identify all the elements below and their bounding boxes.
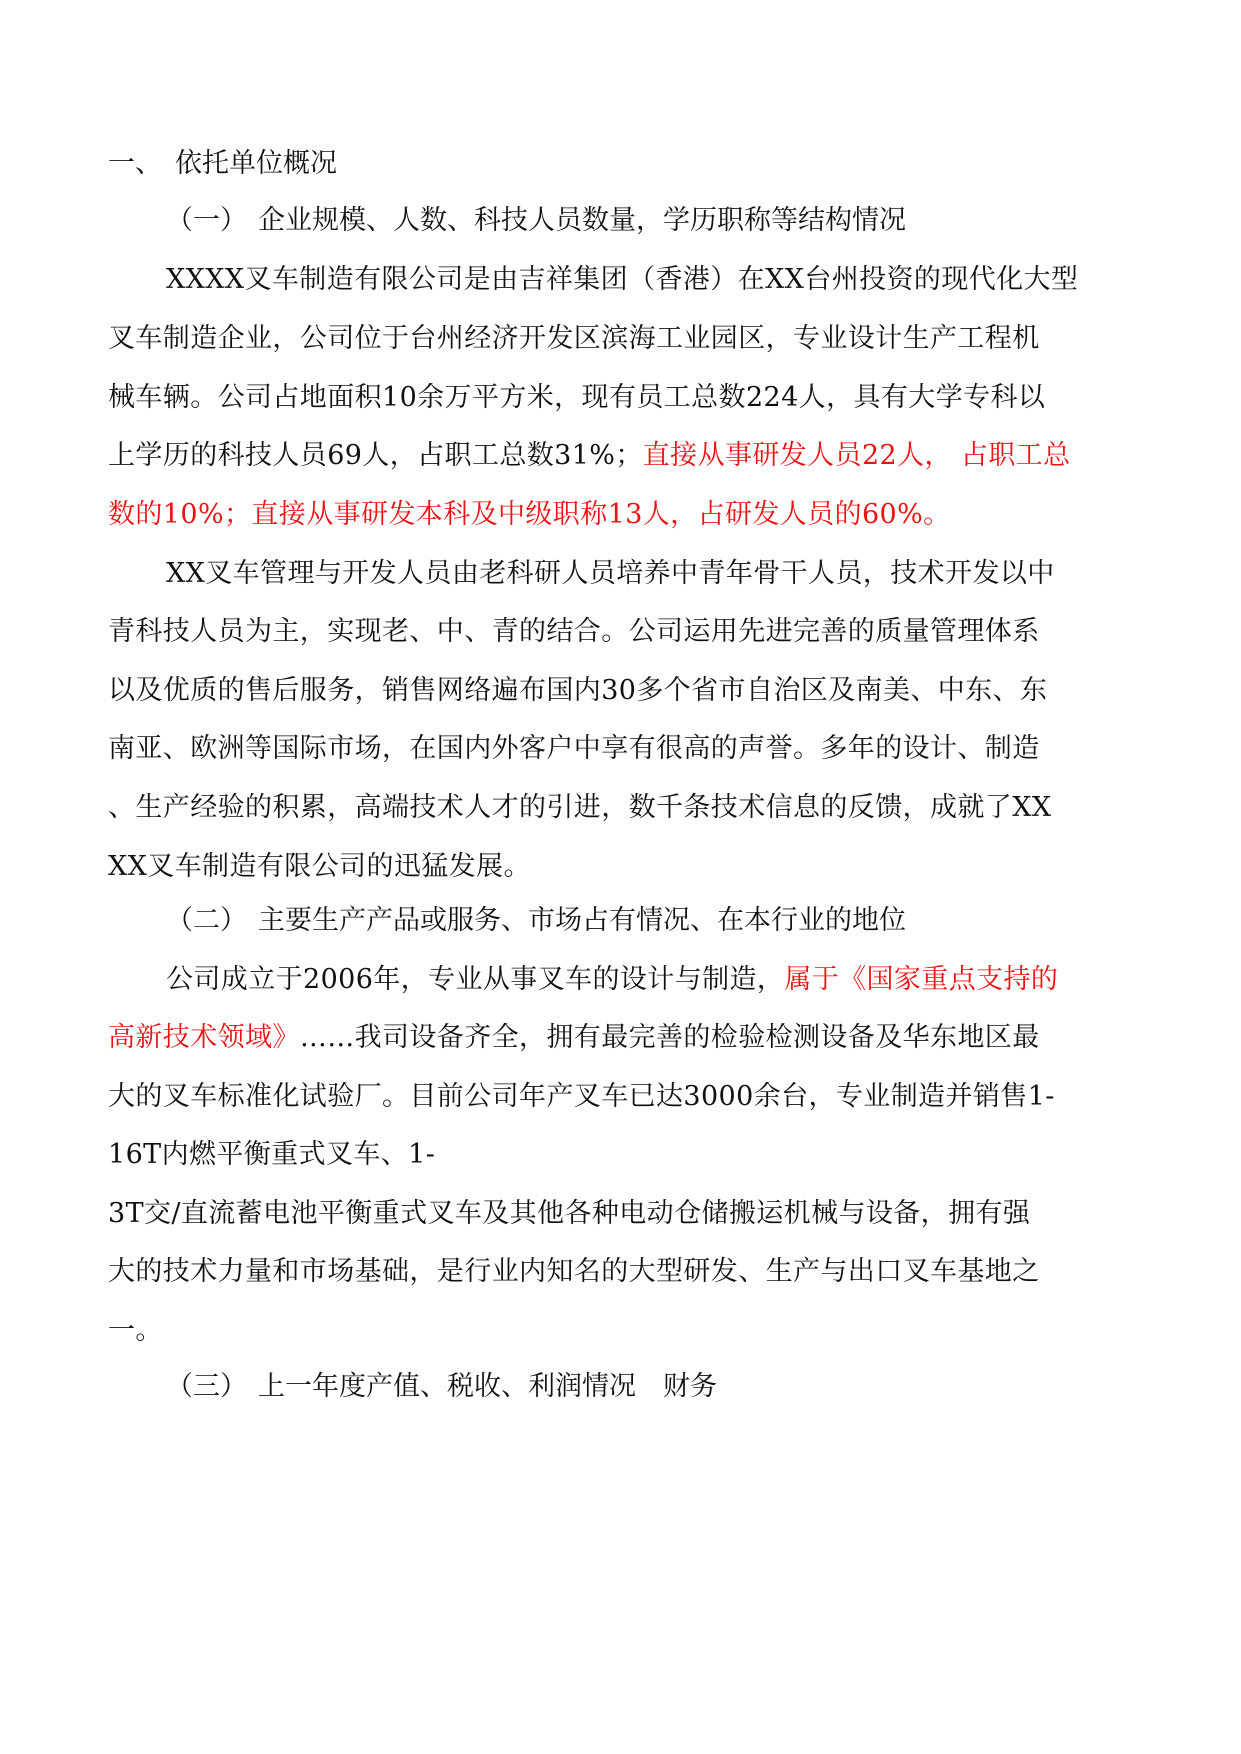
para1-line4-highlight: 直接从事研发人员22人， 占职工总 (642, 440, 1071, 471)
para2-line3: 以及优质的售后服务，销售网络遍布国内30多个省市自治区及南美、中东、东 (108, 675, 1048, 706)
para1-line2: 叉车制造企业，公司位于台州经济开发区滨海工业园区，专业设计生产工程机 (108, 323, 1040, 354)
para3-line7: 一。 (108, 1315, 163, 1346)
para3-line3: 大的叉车标准化试验厂。目前公司年产叉车已达3000余台，专业制造并销售1- (108, 1081, 1055, 1112)
para1-line5-highlight: 数的10%；直接从事研发本科及中级职称13人，占研发人员的60%。 (108, 499, 951, 530)
para2-line6: XX叉车制造有限公司的迅猛发展。 (108, 851, 531, 882)
para3-line1 (166, 962, 1058, 998)
para3-line4: 16T内燃平衡重式叉车、1- (108, 1139, 436, 1170)
section-1-number: 一、 (108, 148, 162, 179)
para1-line4 (108, 438, 1071, 474)
para1-line4-normal: 上学历的科技人员69人，占职工总数31%； (108, 440, 643, 471)
subsection-2-title: 主要生产产品或服务、市场占有情况、在本行业的地位 (258, 905, 906, 936)
para2-line2: 青科技人员为主，实现老、中、青的结合。公司运用先进完善的质量管理体系 (108, 616, 1040, 647)
section-1-title: 依托单位概况 (175, 148, 337, 179)
para3-line2-highlight: 高新技术领域》 (108, 1022, 300, 1053)
para3-line5: 3T交/直流蓄电池平衡重式叉车及其他各种电动仓储搬运机械与设备，拥有强 (108, 1198, 1031, 1229)
para3-line6: 大的技术力量和市场基础，是行业内知名的大型研发、生产与出口叉车基地之 (108, 1256, 1040, 1287)
para3-line2 (108, 1020, 1040, 1056)
para2-line1: XX叉车管理与开发人员由老科研人员培养中青年骨干人员，技术开发以中 (166, 558, 1055, 589)
subsection-2-number: （二） (166, 905, 247, 936)
para3-line2-normal: ……我司设备齐全，拥有最完善的检验检测设备及华东地区最 (299, 1022, 1040, 1053)
para2-line5: 、生产经验的积累，高端技术人才的引进，数千条技术信息的反馈，成就了XX (108, 792, 1052, 823)
para2-line4: 南亚、欧洲等国际市场，在国内外客户中享有很高的声誉。多年的设计、制造 (108, 733, 1040, 764)
para3-line1-normal: 公司成立于2006年，专业从事叉车的设计与制造， (166, 964, 785, 995)
subsection-1-title: 企业规模、人数、科技人员数量，学历职称等结构情况 (258, 205, 906, 236)
subsection-3-title: 上一年度产值、税收、利润情况 财务 (258, 1371, 717, 1402)
para3-line1-highlight: 属于《国家重点支持的 (784, 964, 1059, 995)
subsection-1-number: （一） (166, 205, 247, 236)
para1-line1: XXXX叉车制造有限公司是由吉祥集团（香港）在XX台州投资的现代化大型 (166, 264, 1079, 295)
subsection-3-number: （三） (166, 1371, 247, 1402)
para1-line3: 械车辆。公司占地面积10余万平方米，现有员工总数224人，具有大学专科以 (108, 382, 1046, 413)
